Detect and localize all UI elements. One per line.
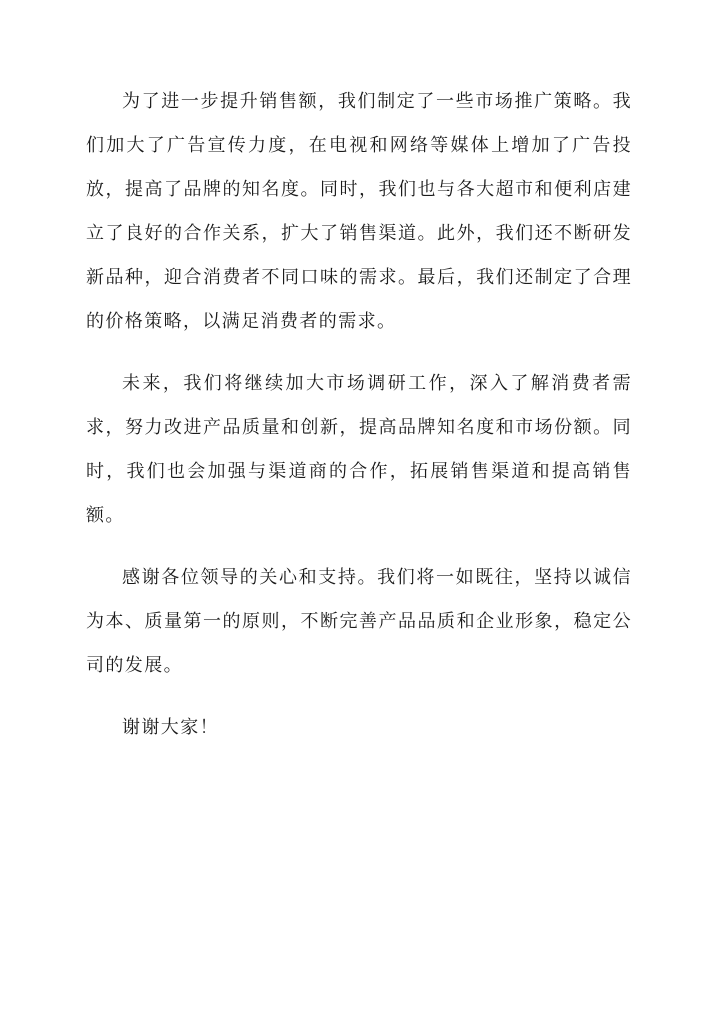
document-body [86, 80, 632, 768]
closing-line: 谢谢大家！ [122, 717, 219, 738]
paragraph-marketing-strategy: 为了进一步提升销售额，我们制定了一些市场推广策略。我们加大了广告宣传力度，在电视和网络等媒体上增加了广告投放，提高了品牌的知名度。同时，我们也与各大超市和便利店建立了良好的合作关系，扩大了销售渠道。此外，我们还不断研发新品种，迎合消费者不同口味的需求。最后，我们还制定了合理的价格策略，以满足消费者的需求。 [86, 91, 632, 332]
paragraph-future-plans: 未来，我们将继续加大市场调研工作，深入了解消费者需求，努力改进产品质量和创新，提高品牌知名度和市场份额。同时，我们也会加强与渠道商的合作，拓展销售渠道和提高销售额。 [86, 373, 632, 526]
paragraph-thanks: 感谢各位领导的关心和支持。我们将一如既往，坚持以诚信为本、质量第一的原则，不断完善产品品质和企业形象，稳定公司的发展。 [86, 567, 632, 676]
